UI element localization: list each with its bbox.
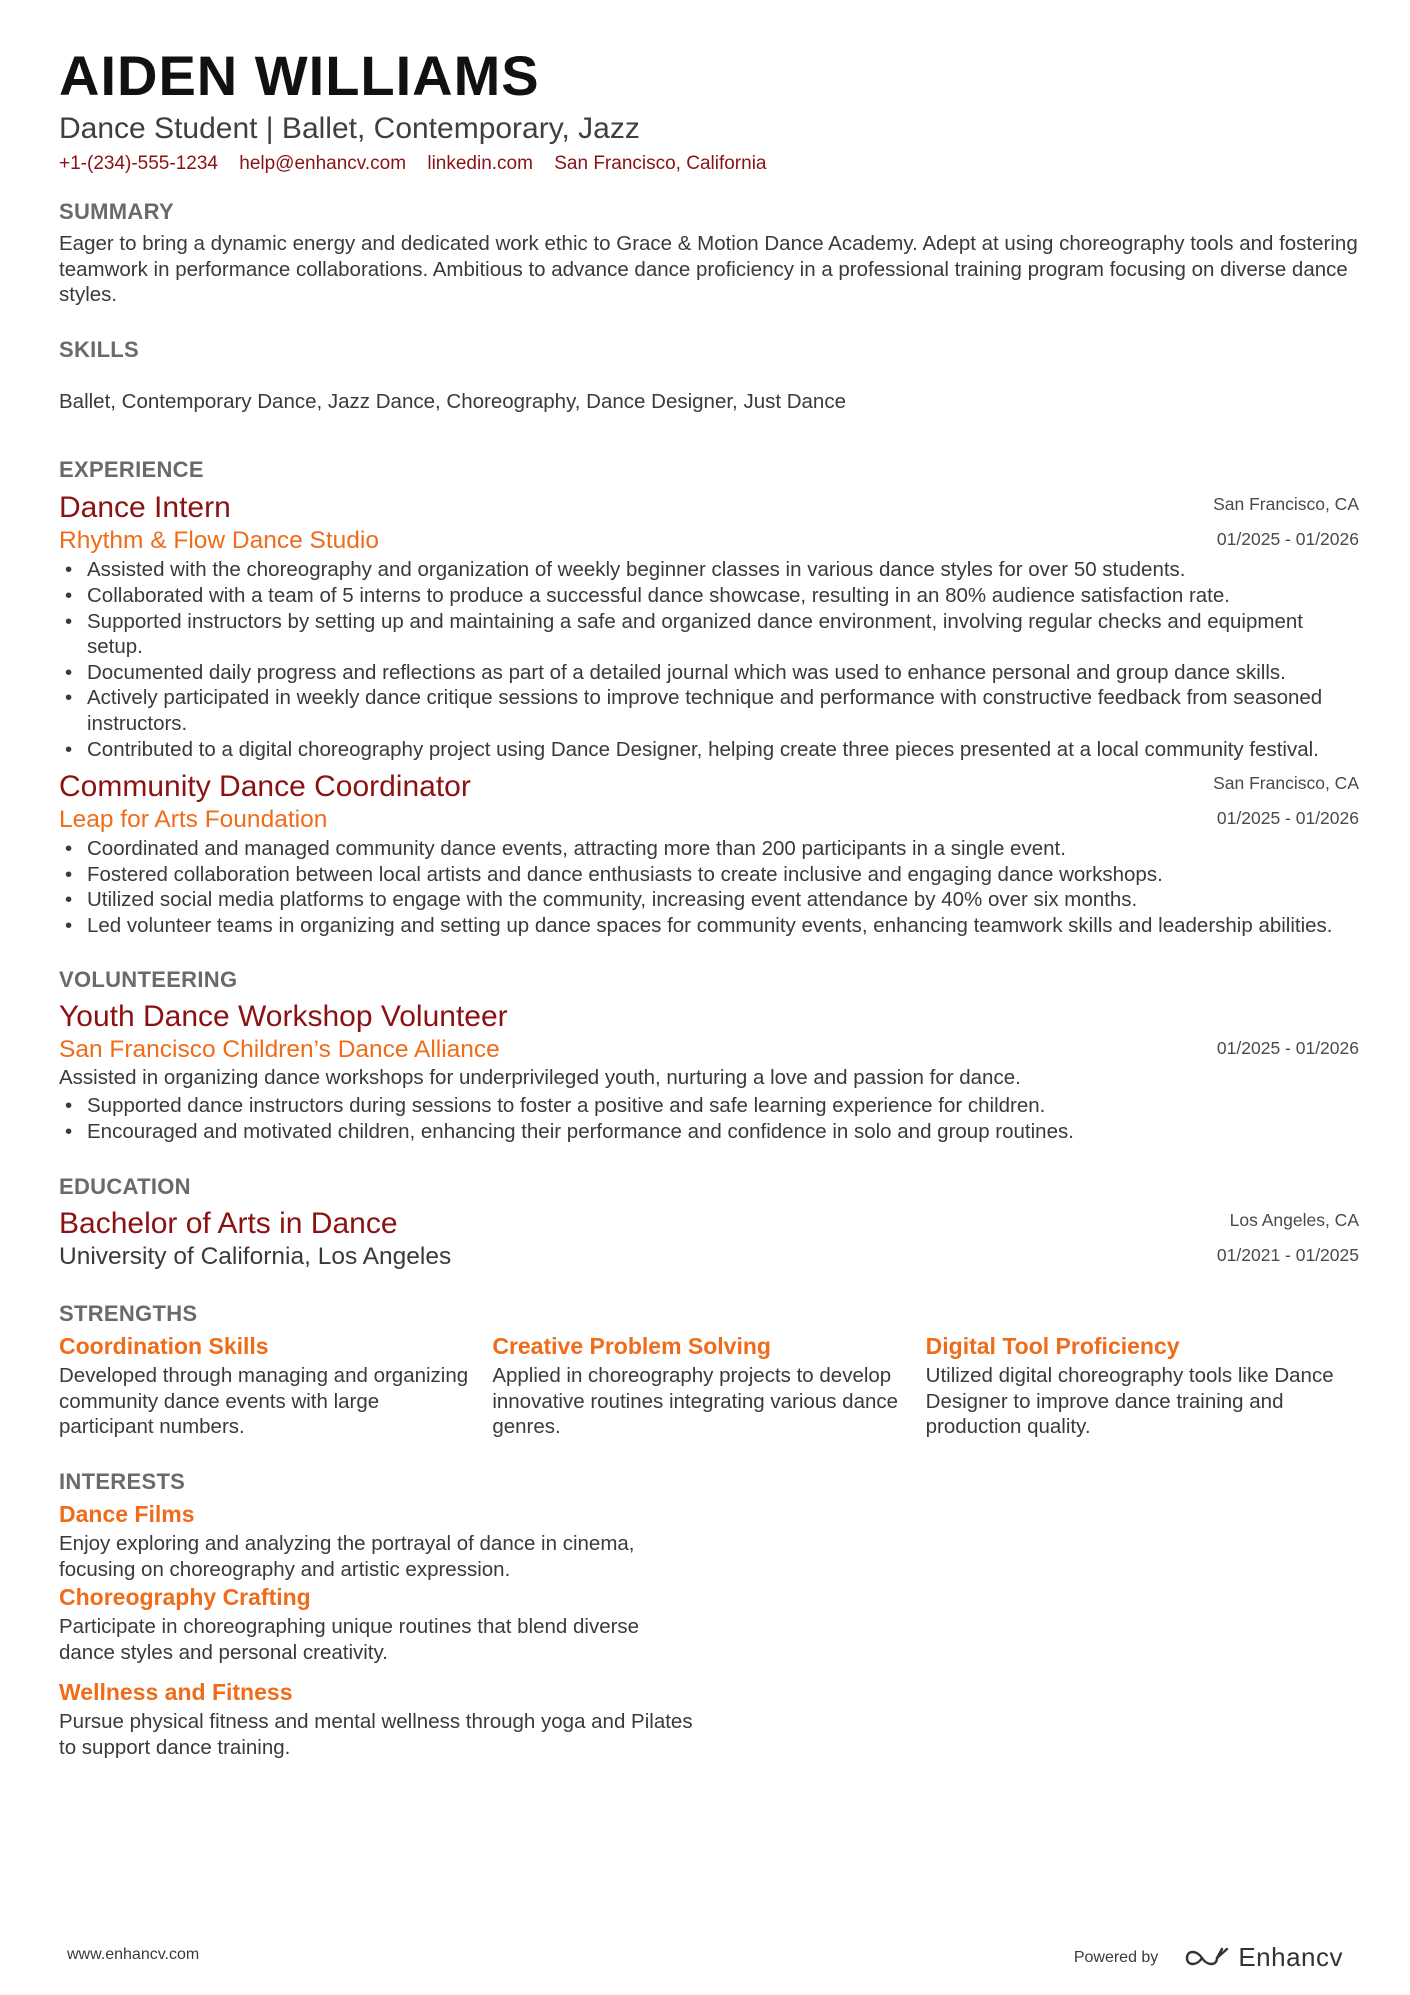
bullet-item: • Documented daily progress and reflections as part of a detailed journal which was used to enhance personal and group dance skills. [59,660,1359,686]
summary-heading: SUMMARY [59,199,174,224]
enhancv-logo-icon [1184,1945,1230,1971]
interest-item [59,1582,726,1665]
email-link[interactable]: help@enhancv.com [239,153,407,174]
phone-link[interactable]: +1-(234)-555-1234 [59,153,218,174]
volunteering-heading: VOLUNTEERING [59,966,238,992]
experience-heading: EXPERIENCE [59,457,204,483]
experience-role: Dance Intern [59,491,231,525]
interest-text: Participate in choreographing unique routines that blend diverse dance styles and personal creativity. [59,1615,640,1664]
volunteering-role: Youth Dance Workshop Volunteer [59,999,508,1033]
interest-text: Pursue physical fitness and mental wellness through yoga and Pilates to support dance training. [59,1710,693,1760]
bullet-item: • Utilized social media platforms to engage with the community, increasing event attendance by 40% over six months. [59,887,1359,913]
strength-title: Digital Tool Proficiency [925,1333,1180,1360]
strength-title: Coordination Skills [59,1333,269,1360]
candidate-name: AIDEN WILLIAMS [59,44,540,107]
volunteering-bullets [59,1093,1359,1144]
strength-text: Developed through managing and organizing community dance events with large participant numbers. [59,1364,469,1439]
interest-text: Enjoy exploring and analyzing the portrayal of dance in cinema, focusing on choreography and artistic expression. [59,1532,635,1581]
interest-title: Dance Films [59,1501,195,1528]
volunteering-entry [59,999,1359,1145]
bullet-item: • Supported instructors by setting up and maintaining a safe and organized dance environment, involving regular checks and equipment setup. [59,609,1359,660]
interest-title: Wellness and Fitness [59,1679,293,1706]
contact-row [59,152,1359,176]
interest-item [59,1499,726,1582]
education-heading: EDUCATION [59,1174,191,1200]
bullet-item: • Encouraged and motivated children, enhancing their performance and confidence in solo and group routines. [59,1119,1359,1145]
bullet-item: • Coordinated and managed community dance events, attracting more than 200 participants in a single event. [59,836,1359,862]
location-text: San Francisco, California [554,153,767,174]
linkedin-link[interactable]: linkedin.com [427,153,533,174]
volunteering-organization: San Francisco Children’s Dance Alliance [59,1035,500,1063]
interest-title: Choreography Crafting [59,1584,311,1611]
powered-by-label: Powered by [1073,1948,1159,1966]
strength-text: Applied in choreography projects to develop innovative routines integrating various dance genres. [492,1364,899,1439]
bullet-item: • Supported dance instructors during sessions to foster a positive and safe learning experience for children. [59,1093,1359,1119]
strength-item [926,1331,1359,1440]
summary-text: Eager to bring a dynamic energy and dedicated work ethic to Grace & Motion Dance Academy. Adept at using choreography tools and fostering teamwork in performance collaborations. Ambitious to advance dance proficiency in a professional training program focusing on diverse dance styles. [59,232,1358,307]
interest-item [59,1677,726,1760]
strength-item [492,1331,925,1440]
experience-entry [59,490,1359,762]
bullet-item: • Actively participated in weekly dance critique sessions to improve technique and performance with constructive feedback from seasoned instructors. [59,685,1359,736]
experience-company: Rhythm & Flow Dance Studio [59,527,379,555]
interests-heading: INTERESTS [59,1469,186,1495]
experience-company: Leap for Arts Foundation [59,806,328,834]
education-location: Los Angeles, CA [1229,1210,1359,1231]
volunteering-description: Assisted in organizing dance workshops for underprivileged youth, nurturing a love and passion for dance. [59,1065,1021,1089]
experience-dates: 01/2025 - 01/2026 [1216,808,1359,829]
strength-item [59,1331,492,1440]
interests-grid [59,1499,1359,1761]
headline: Dance Student | Ballet, Contemporary, Jazz [59,112,640,145]
brand-name: Enhancv [1238,1942,1343,1972]
powered-by[interactable] [1074,1942,1343,1973]
skills-text: Ballet, Contemporary Dance, Jazz Dance, Choreography, Dance Designer, Just Dance [59,389,846,413]
strength-title: Creative Problem Solving [492,1333,771,1360]
website-link[interactable]: www.enhancv.com [67,1946,200,1963]
education-school: University of California, Los Angeles [59,1243,452,1271]
experience-location: San Francisco, CA [1213,494,1359,515]
bullet-item: • Led volunteer teams in organizing and setting up dance spaces for community events, enhancing teamwork skills and leadership abilities. [59,913,1359,939]
education-dates: 01/2021 - 01/2025 [1216,1245,1359,1266]
bullet-item: • Assisted with the choreography and organization of weekly beginner classes in various dance styles for over 50 students. [59,557,1359,583]
strengths-heading: STRENGTHS [59,1301,198,1327]
education-entry [59,1206,1359,1272]
strength-text: Utilized digital choreography tools like Dance Designer to improve dance training and production quality. [925,1364,1334,1439]
experience-bullets [59,557,1359,762]
strengths-grid [59,1331,1359,1440]
experience-role: Community Dance Coordinator [59,770,471,804]
bullet-item: • Collaborated with a team of 5 interns to produce a successful dance showcase, resulting in an 80% audience satisfaction rate. [59,583,1359,609]
bullet-item: • Contributed to a digital choreography project using Dance Designer, helping create three pieces presented at a local community festival. [59,737,1359,763]
volunteering-dates: 01/2025 - 01/2026 [1216,1037,1359,1058]
experience-entry [59,769,1359,938]
education-degree: Bachelor of Arts in Dance [59,1207,398,1241]
resume [59,44,1359,1761]
experience-bullets [59,836,1359,938]
footer [67,1942,1343,1972]
experience-location: San Francisco, CA [1213,773,1359,794]
bullet-item: • Fostered collaboration between local artists and dance enthusiasts to create inclusive and engaging dance workshops. [59,862,1359,888]
experience-dates: 01/2025 - 01/2026 [1216,529,1359,550]
skills-heading: SKILLS [59,336,140,362]
